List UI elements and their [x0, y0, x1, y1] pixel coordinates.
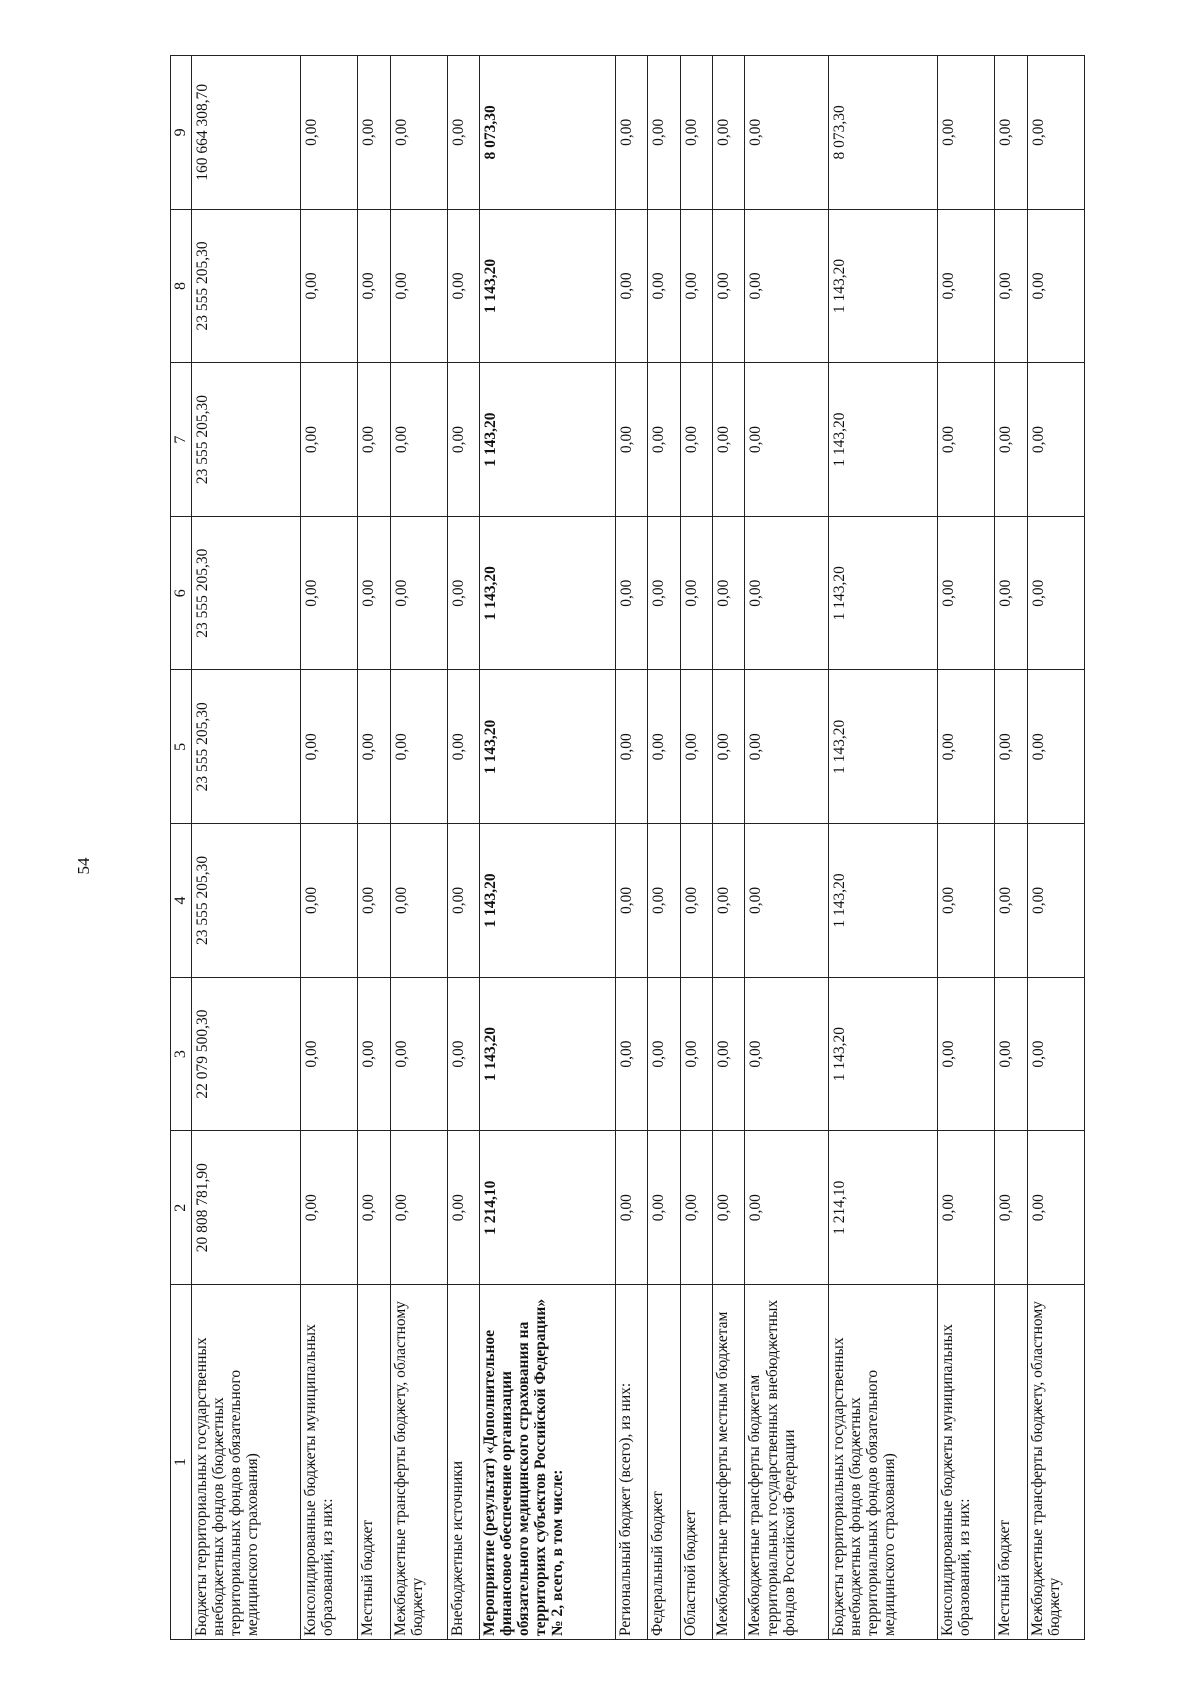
table-row [828, 56, 938, 1640]
table-row [615, 56, 647, 1640]
value-cell: 1 143,20 [828, 824, 938, 978]
page-number: 54 [74, 857, 93, 875]
value-cell: 0,00 [390, 1131, 447, 1285]
table-row [480, 56, 616, 1640]
header-cell: 2 [171, 1131, 192, 1285]
row-label: Консолидированные бюджеты муниципальных образований, из них: [938, 1285, 995, 1640]
value-cell: 0,00 [615, 56, 647, 210]
table-row [995, 56, 1027, 1640]
table-row [648, 56, 680, 1640]
table-row [447, 56, 479, 1640]
value-cell: 0,00 [301, 977, 358, 1131]
value-cell: 0,00 [615, 516, 647, 670]
value-cell: 1 143,20 [828, 363, 938, 517]
value-cell: 0,00 [648, 1131, 680, 1285]
header-cell: 9 [171, 56, 192, 210]
row-label: Мероприятие (результат) «Дополнительное финансовое обеспечение организации обязательного медицинского страхования на территориях субъектов Российской Федерации» № 2, всего, в том числе: [480, 1285, 616, 1640]
value-cell: 0,00 [1027, 56, 1084, 210]
value-cell: 0,00 [648, 363, 680, 517]
value-cell: 0,00 [447, 977, 479, 1131]
value-cell: 0,00 [938, 977, 995, 1131]
row-label: Межбюджетные трансферты бюджету, областному бюджету [390, 1285, 447, 1640]
value-cell: 0,00 [713, 363, 745, 517]
value-cell: 0,00 [447, 56, 479, 210]
header-cell: 8 [171, 209, 192, 363]
table-row [1027, 56, 1084, 1640]
value-cell: 23 555 205,30 [191, 824, 301, 978]
value-cell: 0,00 [680, 670, 712, 824]
value-cell: 0,00 [301, 824, 358, 978]
row-label: Внебюджетные источники [447, 1285, 479, 1640]
value-cell: 0,00 [390, 824, 447, 978]
value-cell: 0,00 [680, 209, 712, 363]
header-cell: 6 [171, 516, 192, 670]
row-label: Местный бюджет [358, 1285, 390, 1640]
row-label: Межбюджетные трансферты бюджету, областному бюджету [1027, 1285, 1084, 1640]
value-cell: 0,00 [995, 977, 1027, 1131]
value-cell: 0,00 [713, 824, 745, 978]
table-row [301, 56, 358, 1640]
table-row [745, 56, 828, 1640]
value-cell: 0,00 [301, 670, 358, 824]
value-cell: 0,00 [680, 516, 712, 670]
value-cell: 0,00 [648, 56, 680, 210]
value-cell: 23 555 205,30 [191, 363, 301, 517]
value-cell: 0,00 [938, 670, 995, 824]
value-cell: 1 143,20 [480, 363, 616, 517]
value-cell: 0,00 [938, 56, 995, 210]
value-cell: 0,00 [447, 824, 479, 978]
header-cell: 1 [171, 1285, 192, 1640]
value-cell: 0,00 [358, 516, 390, 670]
value-cell: 1 214,10 [828, 1131, 938, 1285]
value-cell: 1 143,20 [828, 209, 938, 363]
value-cell: 0,00 [995, 670, 1027, 824]
value-cell: 0,00 [447, 1131, 479, 1285]
header-cell: 4 [171, 824, 192, 978]
value-cell: 0,00 [358, 824, 390, 978]
value-cell: 0,00 [358, 1131, 390, 1285]
value-cell: 0,00 [615, 1131, 647, 1285]
value-cell: 0,00 [713, 1131, 745, 1285]
value-cell: 160 664 308,70 [191, 56, 301, 210]
value-cell: 0,00 [1027, 977, 1084, 1131]
value-cell: 1 143,20 [828, 670, 938, 824]
value-cell: 0,00 [390, 670, 447, 824]
value-cell: 0,00 [1027, 363, 1084, 517]
value-cell: 0,00 [1027, 824, 1084, 978]
row-label: Межбюджетные трансферты бюджетам территориальных государственных внебюджетных фондов Российской Федерации [745, 1285, 828, 1640]
value-cell: 0,00 [301, 363, 358, 517]
row-label: Бюджеты территориальных государственных внебюджетных фондов (бюджетных территориальных фондов обязательного медицинского страхования) [191, 1285, 301, 1640]
value-cell: 0,00 [745, 670, 828, 824]
value-cell: 0,00 [358, 209, 390, 363]
value-cell: 0,00 [648, 670, 680, 824]
value-cell: 0,00 [390, 56, 447, 210]
row-label: Областной бюджет [680, 1285, 712, 1640]
header-row [171, 56, 192, 1640]
value-cell: 0,00 [447, 516, 479, 670]
value-cell: 0,00 [447, 363, 479, 517]
value-cell: 0,00 [713, 209, 745, 363]
header-cell: 5 [171, 670, 192, 824]
value-cell: 0,00 [995, 209, 1027, 363]
value-cell: 0,00 [745, 824, 828, 978]
value-cell: 0,00 [745, 1131, 828, 1285]
value-cell: 0,00 [745, 56, 828, 210]
value-cell: 0,00 [615, 824, 647, 978]
row-label: Межбюджетные трансферты местным бюджетам [713, 1285, 745, 1640]
table-row [938, 56, 995, 1640]
value-cell: 0,00 [390, 977, 447, 1131]
value-cell: 0,00 [358, 363, 390, 517]
value-cell: 0,00 [648, 977, 680, 1131]
value-cell: 0,00 [390, 516, 447, 670]
value-cell: 0,00 [680, 1131, 712, 1285]
value-cell: 0,00 [1027, 209, 1084, 363]
value-cell: 0,00 [390, 363, 447, 517]
table-row [390, 56, 447, 1640]
value-cell: 0,00 [358, 56, 390, 210]
value-cell: 0,00 [648, 209, 680, 363]
row-label: Бюджеты территориальных государственных внебюджетных фондов (бюджетных территориальных фондов обязательного медицинского страхования) [828, 1285, 938, 1640]
value-cell: 0,00 [615, 977, 647, 1131]
value-cell: 0,00 [938, 824, 995, 978]
value-cell: 0,00 [713, 977, 745, 1131]
value-cell: 0,00 [1027, 670, 1084, 824]
value-cell: 0,00 [447, 209, 479, 363]
value-cell: 0,00 [938, 516, 995, 670]
value-cell: 0,00 [680, 977, 712, 1131]
value-cell: 0,00 [713, 670, 745, 824]
value-cell: 0,00 [447, 670, 479, 824]
value-cell: 0,00 [995, 56, 1027, 210]
value-cell: 1 143,20 [480, 977, 616, 1131]
table-row [713, 56, 745, 1640]
value-cell: 1 143,20 [480, 209, 616, 363]
value-cell: 0,00 [1027, 516, 1084, 670]
value-cell: 0,00 [938, 363, 995, 517]
table-row [680, 56, 712, 1640]
value-cell: 0,00 [995, 516, 1027, 670]
value-cell: 0,00 [938, 1131, 995, 1285]
value-cell: 20 808 781,90 [191, 1131, 301, 1285]
row-label: Местный бюджет [995, 1285, 1027, 1640]
value-cell: 0,00 [1027, 1131, 1084, 1285]
row-label: Федеральный бюджет [648, 1285, 680, 1640]
value-cell: 0,00 [301, 516, 358, 670]
value-cell: 0,00 [390, 209, 447, 363]
value-cell: 23 555 205,30 [191, 670, 301, 824]
value-cell: 0,00 [995, 363, 1027, 517]
value-cell: 8 073,30 [828, 56, 938, 210]
value-cell: 0,00 [680, 56, 712, 210]
value-cell: 0,00 [680, 363, 712, 517]
value-cell: 0,00 [680, 824, 712, 978]
value-cell: 0,00 [301, 209, 358, 363]
value-cell: 0,00 [745, 209, 828, 363]
value-cell: 0,00 [995, 824, 1027, 978]
value-cell: 0,00 [745, 977, 828, 1131]
row-label: Региональный бюджет (всего), из них: [615, 1285, 647, 1640]
row-label: Консолидированные бюджеты муниципальных образований, из них: [301, 1285, 358, 1640]
value-cell: 0,00 [615, 670, 647, 824]
value-cell: 0,00 [713, 516, 745, 670]
value-cell: 1 143,20 [480, 670, 616, 824]
value-cell: 1 143,20 [480, 516, 616, 670]
table-container [170, 55, 1085, 1640]
value-cell: 22 079 500,30 [191, 977, 301, 1131]
value-cell: 1 214,10 [480, 1131, 616, 1285]
value-cell: 1 143,20 [828, 977, 938, 1131]
header-cell: 3 [171, 977, 192, 1131]
value-cell: 8 073,30 [480, 56, 616, 210]
value-cell: 0,00 [358, 977, 390, 1131]
value-cell: 23 555 205,30 [191, 209, 301, 363]
value-cell: 0,00 [615, 209, 647, 363]
value-cell: 0,00 [745, 516, 828, 670]
value-cell: 0,00 [713, 56, 745, 210]
value-cell: 0,00 [358, 670, 390, 824]
value-cell: 0,00 [301, 56, 358, 210]
value-cell: 0,00 [615, 363, 647, 517]
value-cell: 0,00 [648, 516, 680, 670]
value-cell: 0,00 [995, 1131, 1027, 1285]
header-cell: 7 [171, 363, 192, 517]
value-cell: 23 555 205,30 [191, 516, 301, 670]
table-row [358, 56, 390, 1640]
value-cell: 0,00 [938, 209, 995, 363]
finance-table [170, 55, 1085, 1640]
value-cell: 1 143,20 [828, 516, 938, 670]
value-cell: 0,00 [648, 824, 680, 978]
value-cell: 1 143,20 [480, 824, 616, 978]
value-cell: 0,00 [745, 363, 828, 517]
table-row [191, 56, 301, 1640]
value-cell: 0,00 [301, 1131, 358, 1285]
table-body [191, 56, 1084, 1640]
